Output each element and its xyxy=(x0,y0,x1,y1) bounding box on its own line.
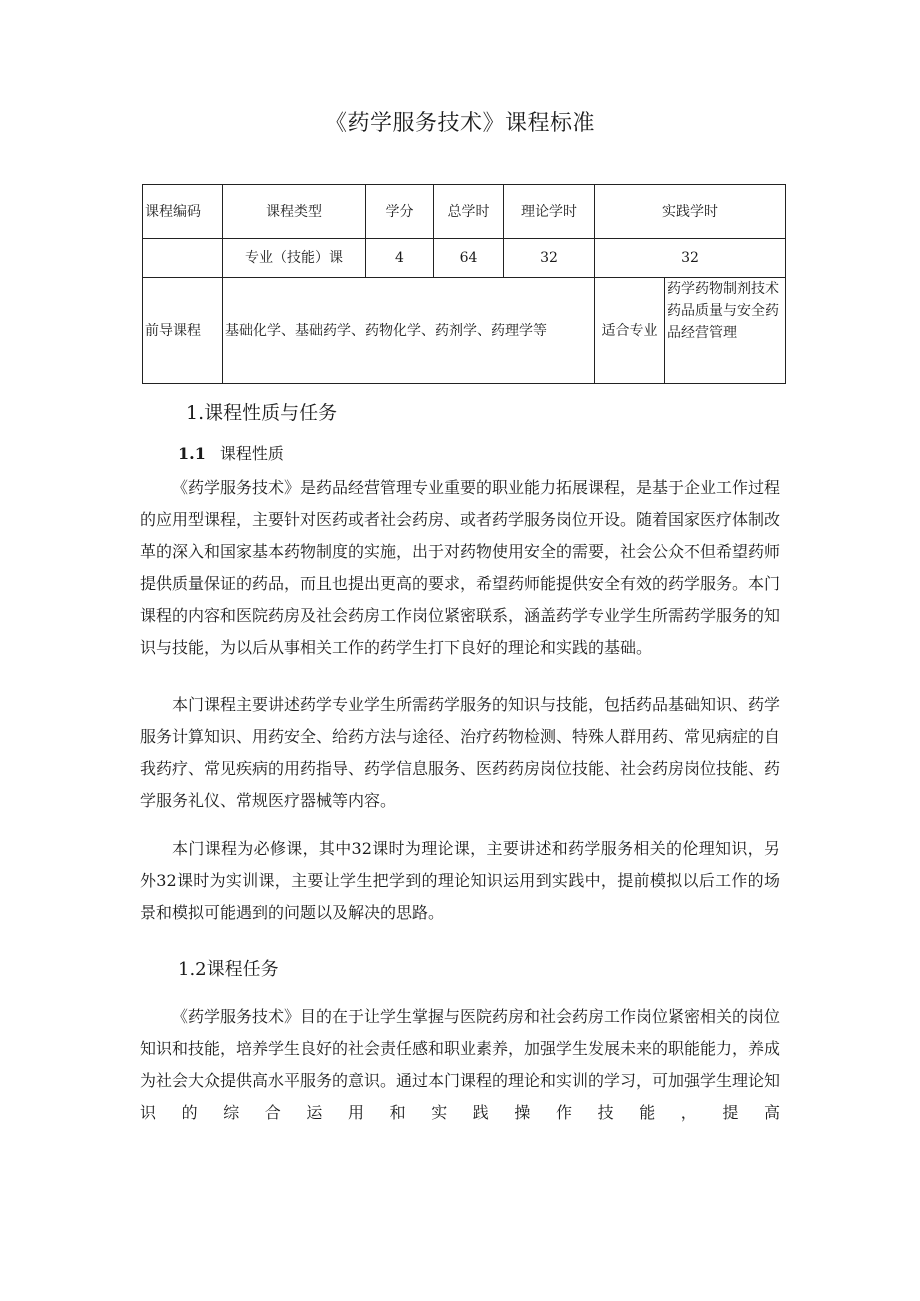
cell-theory-hours: 32 xyxy=(504,239,595,278)
header-theory-hours: 理论学时 xyxy=(504,185,595,239)
header-course-code: 课程编码 xyxy=(143,185,223,239)
section-heading-1-1 xyxy=(178,441,284,464)
table-row xyxy=(143,239,786,278)
paragraph: 本门课程主要讲述药学专业学生所需药学服务的知识与技能，包括药品基础知识、药学服务计算知识、用药安全、给药方法与途径、治疗药物检测、特殊人群用药、常见病症的自我药疗、常见疾病的用药指导、药学信息服务、医药药房岗位技能、社会药房岗位技能、药学服务礼仪、常规医疗器械等内容。 xyxy=(140,695,781,810)
paragraph: 《药学服务技术》目的在于让学生掌握与医院药房和社会药房工作岗位紧密相关的岗位知识和技能，培养学生良好的社会责任感和职业素养，加强学生发展未来的职能能力，养成为社会大众提供高水平服务的意识。通过本门课程的理论和实训的学习，可加强学生理论知识的综合运用和实践操作技能，提高 xyxy=(140,1007,781,1122)
table-row xyxy=(143,278,786,384)
cell-course-code xyxy=(143,239,223,278)
course-info-table xyxy=(142,184,786,384)
header-total-hours: 总学时 xyxy=(434,185,504,239)
cell-practice-hours: 32 xyxy=(595,239,786,278)
paragraph: 《药学服务技术》是药品经营管理专业重要的职业能力拓展课程，是基于企业工作过程的应用型课程，主要针对医药或者社会药房、或者药学服务岗位开设。随着国家医疗体制改革的深入和国家基本药物制度的实施，出于对药物使用安全的需要，社会公众不但希望药师提供质量保证的药品，而且也提出更高的要求，希望药师能提供安全有效的药学服务。本门课程的内容和医院药房及社会药房工作岗位紧密联系，涵盖药学专业学生所需药学服务的知识与技能，为以后从事相关工作的药学生打下良好的理论和实践的基础。 xyxy=(140,478,781,657)
cell-total-hours: 64 xyxy=(434,239,504,278)
section-number: 1 xyxy=(186,402,199,424)
major-value: 药学药物制剂技术药品质量与安全药品经营管理 xyxy=(665,278,786,384)
section-heading-1 xyxy=(186,398,337,425)
section-heading-1-2 xyxy=(178,955,279,981)
prereq-label: 前导课程 xyxy=(143,278,223,384)
major-label: 适合专业 xyxy=(595,278,665,384)
header-credits: 学分 xyxy=(366,185,434,239)
cell-course-type: 专业（技能）课 xyxy=(223,239,366,278)
section-number: 1.1 xyxy=(178,444,206,463)
section-title: 课程性质 xyxy=(219,444,284,463)
section-title: .课程性质与任务 xyxy=(198,402,338,424)
cell-credits: 4 xyxy=(366,239,434,278)
paragraph: 本门课程为必修课，其中32课时为理论课，主要讲述和药学服务相关的伦理知识，另外32课时为实训课，主要让学生把学到的理论知识运用到实践中，提前模拟以后工作的场景和模拟可能遇到的问题以及解决的思路。 xyxy=(140,839,780,922)
table-header-row xyxy=(143,185,786,239)
section-title: .2课程任务 xyxy=(189,959,279,980)
header-course-type: 课程类型 xyxy=(223,185,366,239)
prereq-value: 基础化学、基础药学、药物化学、药剂学、药理学等 xyxy=(223,278,595,384)
header-practice-hours: 实践学时 xyxy=(595,185,786,239)
page-title: 《药学服务技术》课程标准 xyxy=(324,111,595,136)
section-number: 1 xyxy=(178,959,190,980)
